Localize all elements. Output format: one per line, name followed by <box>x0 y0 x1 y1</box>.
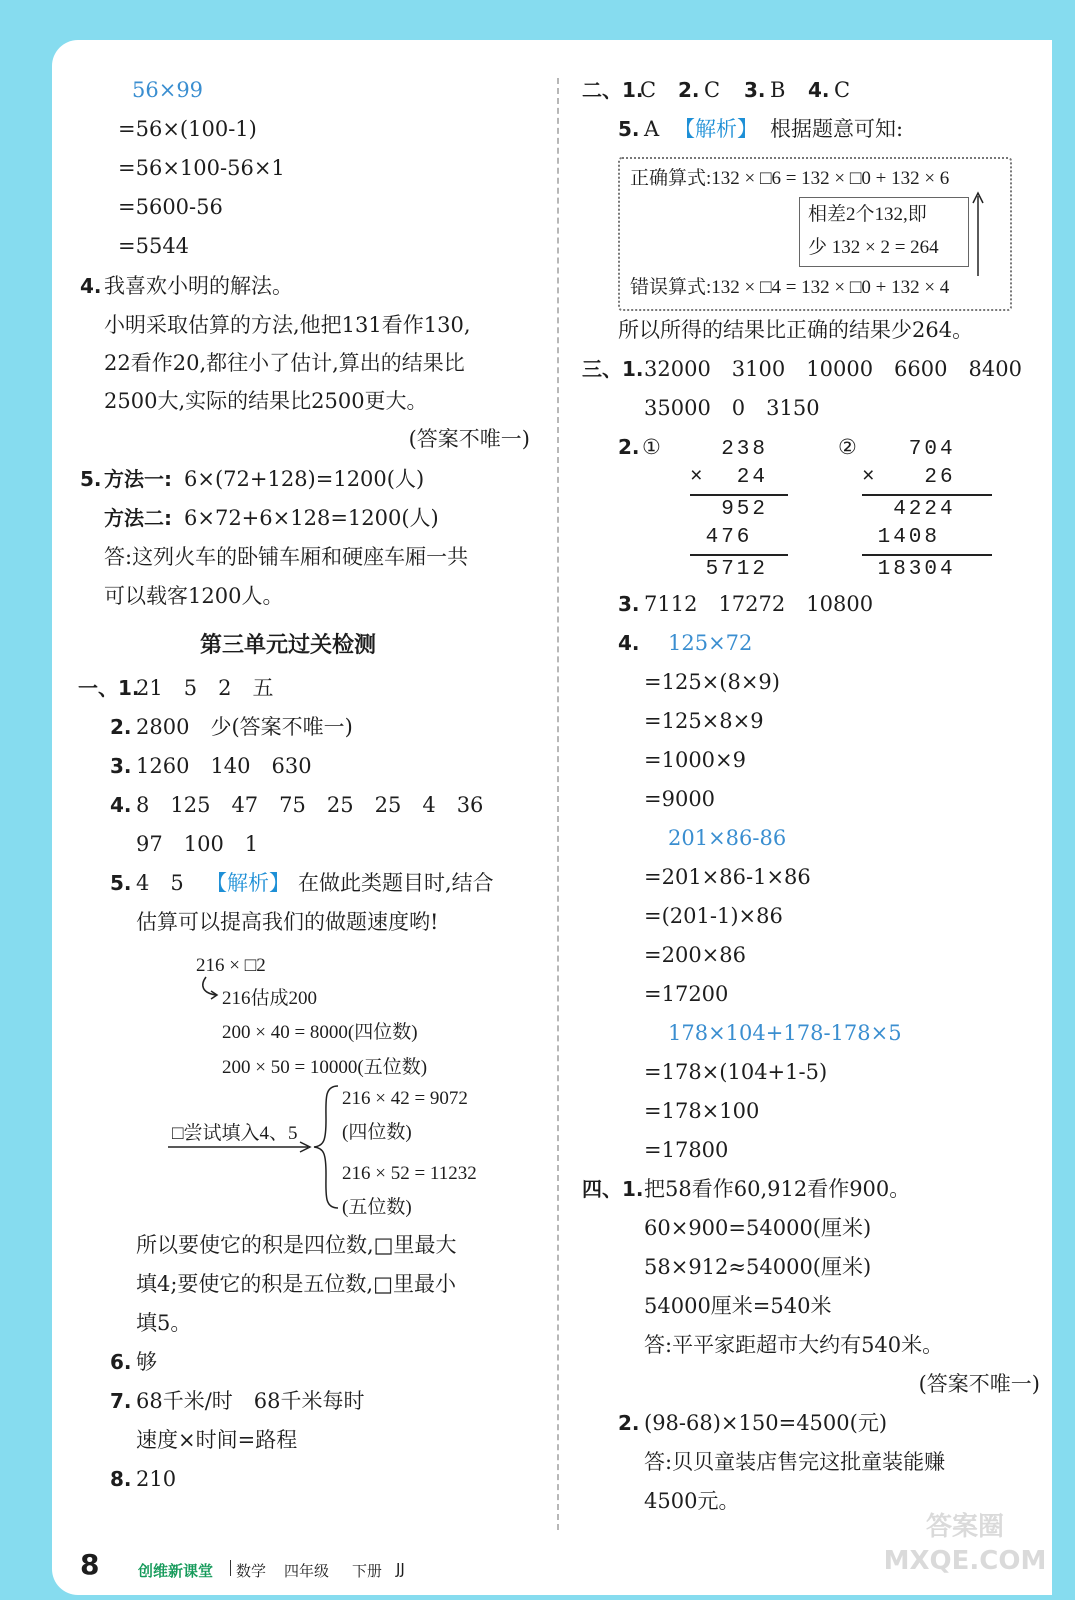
calc-line: =201×86-1×86 <box>644 865 811 889</box>
answer-text: 60×900=54000(厘米) <box>644 1216 872 1240</box>
calc-line: =17200 <box>644 982 729 1006</box>
figure-text: (四位数) <box>342 1122 412 1143</box>
figure-text: 200 × 40 = 8000(四位数) <box>222 1022 418 1043</box>
question-number: 5. <box>110 871 132 895</box>
calc-line: 178×104+178-178×5 <box>668 1021 902 1045</box>
figure-text: 正确算式:132 × □6 = 132 × □0 + 132 × 6 <box>630 168 950 189</box>
answer-text: 22看作20,都往小了估计,算出的结果比 <box>104 351 465 375</box>
figure-text: 200 × 50 = 10000(五位数) <box>222 1057 428 1078</box>
answer-text: 答:这列火车的卧铺车厢和硬座车厢一共 <box>104 545 469 569</box>
question-number: 一、1. <box>78 676 140 700</box>
answer-text: 答:平平家距超市大约有540米。 <box>644 1333 944 1357</box>
answer-text: 答:贝贝童装店售完这批童装能赚 <box>644 1450 946 1474</box>
question-number: 4. <box>618 631 640 655</box>
vertical-mult-line: 238 <box>690 438 769 461</box>
answer-text: 4500元。 <box>644 1489 740 1513</box>
question-number: 3. <box>618 592 640 616</box>
figure-text: 216 × 52 = 11232 <box>342 1163 477 1184</box>
calc-line: =9000 <box>644 787 716 811</box>
calc-line: =5600-56 <box>118 195 223 219</box>
vertical-mult-line: 952 <box>690 498 769 521</box>
calc-line: =200×86 <box>644 943 746 967</box>
question-number: 6. <box>110 1350 132 1374</box>
answer-text: 我喜欢小明的解法。 <box>104 274 293 298</box>
calc-line: =178×(104+1-5) <box>644 1060 828 1084</box>
question-number: 2. <box>618 435 640 459</box>
column-divider <box>557 78 559 1530</box>
method-text: 6×(72+128)=1200(人) <box>184 467 425 491</box>
figure-text: 错误算式:132 × □4 = 132 × □0 + 132 × 4 <box>630 277 950 298</box>
calc-line: =56×(100-1) <box>118 117 257 141</box>
vertical-mult-line: 18304 <box>862 558 956 581</box>
answer-text: 所以要使它的积是四位数,□里最大 <box>136 1233 457 1257</box>
calc-line: =17800 <box>644 1138 729 1162</box>
circled-number: ② <box>838 435 857 459</box>
answer-text: 速度×时间=路程 <box>136 1428 298 1452</box>
question-number: 2. <box>678 78 700 102</box>
answer-text: 把58看作60,912看作900。 <box>644 1177 911 1201</box>
answer-text: 2500大,实际的结果比2500更大。 <box>104 389 428 413</box>
footer-volume: 下册 <box>352 1562 383 1580</box>
method-text: 6×72+6×128=1200(人) <box>184 506 439 530</box>
circled-number: ① <box>642 435 661 459</box>
answer-text: 够 <box>136 1350 157 1374</box>
answer-text: 小明采取估算的方法,他把131看作130, <box>104 313 471 337</box>
question-number: 4. <box>80 274 102 298</box>
footer-brand: 创维新课堂 <box>138 1562 214 1580</box>
answer-text: 58×912≈54000(厘米) <box>644 1255 872 1279</box>
figure-text: 216估成200 <box>222 988 318 1009</box>
up-arrow-icon <box>970 190 986 280</box>
question-number: 2. <box>110 715 132 739</box>
answer-text: 1260 140 630 <box>136 754 312 778</box>
vertical-mult-line: × 26 <box>862 466 956 489</box>
answer-text: A <box>644 117 660 141</box>
answer-text: C <box>834 78 851 102</box>
answer-text: 210 <box>136 1467 177 1491</box>
watermark-logo: 答案圈 MXQE.COM <box>883 1512 1047 1576</box>
figure-text: 216 × □2 <box>196 955 266 976</box>
answer-text: 32000 3100 10000 6600 8400 <box>644 357 1022 381</box>
question-number: 三、1. <box>582 357 644 381</box>
question-number: 4. <box>110 793 132 817</box>
answer-text: B <box>770 78 786 102</box>
question-number: 8. <box>110 1467 132 1491</box>
vertical-mult-line: 5712 <box>690 558 769 581</box>
figure-text: (五位数) <box>342 1197 412 1218</box>
calc-line: =5544 <box>118 234 190 258</box>
question-number: 四、1. <box>582 1177 644 1201</box>
answer-text: (98-68)×150=4500(元) <box>644 1411 888 1435</box>
answer-text: 可以载客1200人。 <box>104 584 284 608</box>
answer-text: C <box>704 78 721 102</box>
vertical-mult-line: 704 <box>862 438 956 461</box>
question-number: 2. <box>618 1411 640 1435</box>
calc-line: =178×100 <box>644 1099 760 1123</box>
answer-text: 填5。 <box>136 1311 192 1335</box>
method-label: 方法二: <box>104 506 172 530</box>
answer-text: 2800 少(答案不唯一) <box>136 715 353 739</box>
answer-text: 在做此类题目时,结合 <box>298 871 494 895</box>
answer-note: (答案不唯一) <box>408 427 530 451</box>
question-number: 二、1. <box>582 78 644 102</box>
answer-text: 7112 17272 10800 <box>644 592 874 616</box>
answer-text: C <box>640 78 657 102</box>
figure-text: 少 132 × 2 = 264 <box>808 237 939 258</box>
page-number: 8 <box>80 1548 100 1581</box>
answer-text: 8 125 47 75 25 25 4 36 <box>136 793 484 817</box>
calc-line: =(201-1)×86 <box>644 904 783 928</box>
analysis-tag: 【解析】 <box>674 117 758 141</box>
question-number: 4. <box>808 78 830 102</box>
answer-text: 21 5 2 五 <box>136 676 274 700</box>
answer-text: 68千米/时 68千米每时 <box>136 1389 365 1413</box>
calc-line: =1000×9 <box>644 748 746 772</box>
figure-text: □尝试填入4、5 <box>172 1123 298 1144</box>
calc-line: 56×99 <box>132 78 204 102</box>
vertical-mult-line: × 24 <box>690 466 769 489</box>
question-number: 3. <box>110 754 132 778</box>
method-label: 方法一: <box>104 467 172 491</box>
calc-line: 201×86-86 <box>668 826 787 850</box>
section-title: 第三单元过关检测 <box>200 633 377 658</box>
calc-line: =125×8×9 <box>644 709 764 733</box>
calc-line: 125×72 <box>668 631 753 655</box>
answer-text: 54000厘米=540米 <box>644 1294 832 1318</box>
vertical-mult-line: 4224 <box>862 498 956 521</box>
question-number: 5. <box>80 467 102 491</box>
figure-text: 216 × 42 = 9072 <box>342 1088 468 1109</box>
answer-text: 35000 0 3150 <box>644 396 820 420</box>
vertical-mult-line: 476 <box>690 526 753 549</box>
footer-edition: JJ <box>396 1560 405 1578</box>
answer-text: 97 100 1 <box>136 832 259 856</box>
figure-text: 相差2个132,即 <box>808 204 927 225</box>
answer-text: 根据题意可知: <box>770 117 904 141</box>
question-number: 7. <box>110 1389 132 1413</box>
answer-text: 估算可以提高我们的做题速度哟! <box>136 910 439 934</box>
answer-note: (答案不唯一) <box>918 1372 1040 1396</box>
calc-line: =56×100-56×1 <box>118 156 285 180</box>
question-number: 3. <box>744 78 766 102</box>
footer-subject: 数学 <box>236 1562 267 1580</box>
question-number: 5. <box>618 117 640 141</box>
footer-grade: 四年级 <box>284 1562 330 1580</box>
answer-text: 4 5 <box>136 871 184 895</box>
brace-arrow-icon <box>168 1080 344 1240</box>
answer-text: 填4;要使它的积是五位数,□里最小 <box>136 1272 456 1296</box>
calc-line: =125×(8×9) <box>644 670 780 694</box>
answer-text: 所以所得的结果比正确的结果少264。 <box>618 318 974 342</box>
analysis-tag: 【解析】 <box>206 871 290 895</box>
vertical-mult-line: 1408 <box>862 526 941 549</box>
footer-separator <box>230 1560 231 1576</box>
